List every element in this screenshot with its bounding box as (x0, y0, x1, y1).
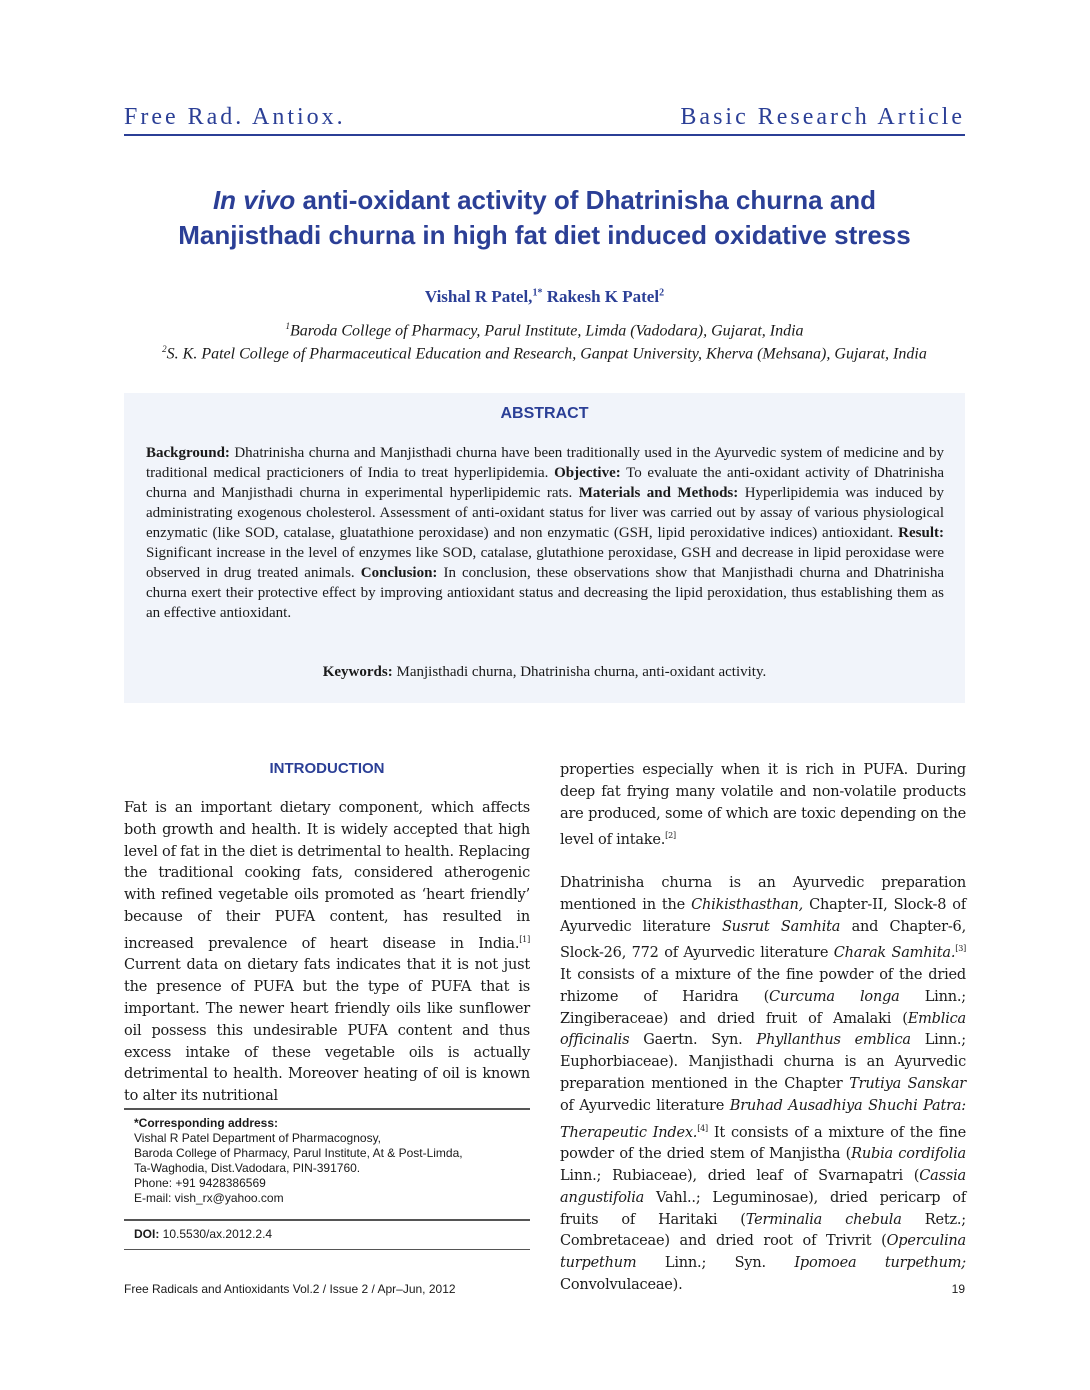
abstract-heading: ABSTRACT (500, 405, 589, 422)
result-label: Result: (898, 525, 944, 541)
p2-italic: Rubia cordifolia (851, 1146, 966, 1163)
keywords (124, 664, 965, 681)
methods-text: Hyperlipidemia was induced by administrating exogenous cholesterol. Assessment of anti-oxidant status for liver was carried out by assay of various physiological enzymatic (like SOD, catalase, gluatathione peroxidase) and non enzymatic (GSH, lipid peroxidative indices) antioxidant. (146, 485, 945, 541)
keywords-label: Keywords: (322, 664, 393, 680)
affiliation-2-text: S. K. Patel College of Pharmaceutical Education and Research, Ganpat University, Kherva (Mehsana), Gujarat, India (166, 345, 927, 363)
title-line2: Manjisthadi churna in high fat diet induced oxidative stress (178, 220, 911, 250)
authors (124, 287, 965, 307)
correspondence-title: *Corresponding address: (134, 1116, 279, 1130)
article-title (124, 183, 965, 253)
p2-italic: Operculina turpethum (560, 1233, 966, 1272)
p2-italic: Charak Samhita. (833, 945, 956, 962)
citation-ref[interactable]: [2] (665, 831, 676, 841)
methods-label: Materials and Methods: (578, 485, 739, 501)
p2-text: Vahl..; Leguminosae), dried pericarp of fruits of Haritaki ( (560, 1189, 966, 1228)
correspondence-line: Vishal R Patel Department of Pharmacognosy, (134, 1131, 382, 1145)
intro-p1-text-a: Fat is an important dietary component, which affects both growth and health. It is widely accepted that high level of fat in the diet is detrimental to health. Replacing the traditional cooking fats, considered atherogenic with refined vegetable oils promoted as ‘heart friendly’ because of their PUFA content, has resulted in increased prevalence of heart disease in India. (124, 800, 530, 952)
column-left (124, 798, 530, 1108)
intro-paragraph-1-cont (560, 760, 966, 852)
citation-ref[interactable]: [1] (519, 934, 530, 944)
affiliation-2 (124, 344, 965, 363)
doi-value[interactable]: 10.5530/ax.2012.2.4 (159, 1227, 273, 1241)
p2-text: Convolvulaceae). (560, 1277, 683, 1294)
citation-ref[interactable]: [4] (697, 1123, 708, 1133)
citation-ref[interactable]: [3] (955, 944, 967, 954)
p2-italic: Ipomoea turpethum; (794, 1255, 966, 1272)
p2-text: Dhatrinisha churna is an Ayurvedic preparation mentioned in the (560, 875, 966, 913)
page-number: 19 (951, 1282, 965, 1296)
header-divider (124, 134, 965, 136)
keywords-text: Manjisthadi churna, Dhatrinisha churna, anti-oxidant activity. (392, 664, 767, 680)
p2-italic: Cassia angustifolia (560, 1168, 966, 1206)
intro-p1-text-b: Current data on dietary fats indicates that it is not just the presence of PUFA but the type of PUFA that is important. The newer heart friendly oils like sunflower oil possess this undesirable PUFA content and thus excess intake of these vegetable oils is actually detrimental to health. Moreover heating of oil is known to alter its nutritional (124, 957, 530, 1105)
p2-text: Linn.; Euphorbiaceae). Manjisthadi churna is an Ayurvedic preparation mentioned in the Chapter (560, 1032, 966, 1093)
title-italic: In vivo (212, 185, 296, 215)
p2-italic: Bruhad Ausadhiya Shuchi Patra: Therapeutic Index. (560, 1097, 966, 1141)
result-text: Significant increase in the level of enzymes like SOD, catalase, glutathione peroxidase, GSH and decrease in lipid peroxidase were observed in drug treated animals. (146, 545, 944, 581)
title-line1: anti-oxidant activity of Dhatrinisha churna and (295, 185, 877, 215)
p2-text: Linn.; Syn. (636, 1255, 795, 1272)
p2-text: Retz.; Combretaceae) and dried root of Trivrit ( (560, 1211, 966, 1250)
correspondence-email[interactable]: E-mail: vish_rx@yahoo.com (134, 1191, 284, 1205)
affiliation-1-sup: 1 (285, 321, 290, 331)
author-2-sup: 2 (659, 287, 665, 299)
intro-paragraph-2 (560, 873, 966, 1297)
column-right (560, 760, 966, 1297)
p2-italic: Terminalia chebula (745, 1211, 902, 1228)
correspondence-divider-bottom (124, 1249, 530, 1250)
objective-text: To evaluate the anti-oxidant activity of Dhatrinisha churna and Manjisthadi churna in experimental hyperlipidemic rats. (146, 465, 944, 501)
background-label: Background: (146, 445, 230, 461)
objective-label: Objective: (554, 465, 621, 481)
p2-italic: Phyllanthus emblica (756, 1032, 911, 1049)
p2-text: Chapter-II, Slock-8 of Ayurvedic literature (560, 896, 966, 935)
p2-text: Gaertn. Syn. (629, 1032, 757, 1049)
background-text: Dhatrinisha churna and Manjisthadi churna have been traditionally used in the Ayurvedic system of medicine and by traditional medical practicioners of India to treat hyperlipidemia. (146, 445, 944, 481)
p2-text: Linn.; Rubiaceae), dried leaf of Svarnapatri ( (560, 1168, 920, 1185)
p2-text: and Chapter-6, Slock-26, 772 of Ayurvedic literature (560, 918, 966, 962)
journal-short-name: Free Rad. Antiox. (124, 104, 346, 130)
author-1-sup: 1* (532, 287, 543, 299)
author-1: Vishal R Patel, (424, 287, 533, 306)
doi-label: DOI: (134, 1227, 160, 1241)
intro-paragraph-1 (124, 798, 530, 1108)
correspondence-divider-top (124, 1108, 530, 1110)
footer-citation: Free Radicals and Antioxidants Vol.2 / Issue 2 / Apr–Jun, 2012 (124, 1282, 456, 1296)
p2-italic: Susrut Samhita (721, 918, 841, 935)
correspondence-line: Ta-Waghodia, Dist.Vadodara, PIN-391760. (134, 1161, 361, 1175)
p2-italic: Trutiya Sanskar (849, 1076, 967, 1093)
author-2: Rakesh K Patel (546, 287, 660, 306)
p2-text: It consists of a mixture of the fine powder of the dried stem of Manjistha ( (560, 1124, 966, 1163)
p2-text: Linn.; Zingiberaceae) and dried fruit of Amalaki ( (560, 988, 966, 1027)
abstract-body (146, 443, 944, 623)
p2-text: of Ayurvedic literature (560, 1097, 730, 1114)
conclusion-label: Conclusion: (360, 565, 438, 581)
conclusion-text: In conclusion, these observations show that Manjisthadi churna and Dhatrinisha churna exert their protective effect by improving antioxidant status and decreasing the lipid peroxidation, thus establishing them as an effective antioxidant. (146, 565, 944, 621)
doi (134, 1227, 524, 1241)
correspondence-line: Baroda College of Pharmacy, Parul Institute, At & Post-Limda, (134, 1146, 463, 1160)
p2-text: It consists of a mixture of the fine powder of the dried rhizome of Haridra ( (560, 967, 966, 1005)
intro-p1-text-c: properties especially when it is rich in PUFA. During deep fat frying many volatile and non-volatile products are produced, some of which are toxic depending on the level of intake. (560, 762, 966, 849)
p2-italic: Chikisthasthan, (691, 896, 804, 913)
affiliation-1 (124, 321, 965, 340)
p2-italic: Emblica officinalis (560, 1010, 966, 1049)
correspondence-divider-mid (124, 1219, 530, 1221)
introduction-heading: INTRODUCTION (269, 760, 385, 777)
correspondence-phone: Phone: +91 9428386569 (134, 1176, 266, 1190)
article-type: Basic Research Article (680, 104, 965, 130)
p2-italic: Curcuma longa (769, 988, 900, 1005)
correspondence-box (134, 1116, 524, 1206)
affiliation-1-text: Baroda College of Pharmacy, Parul Institute, Limda (Vadodara), Gujarat, India (289, 322, 804, 340)
affiliation-2-sup: 2 (162, 344, 167, 354)
